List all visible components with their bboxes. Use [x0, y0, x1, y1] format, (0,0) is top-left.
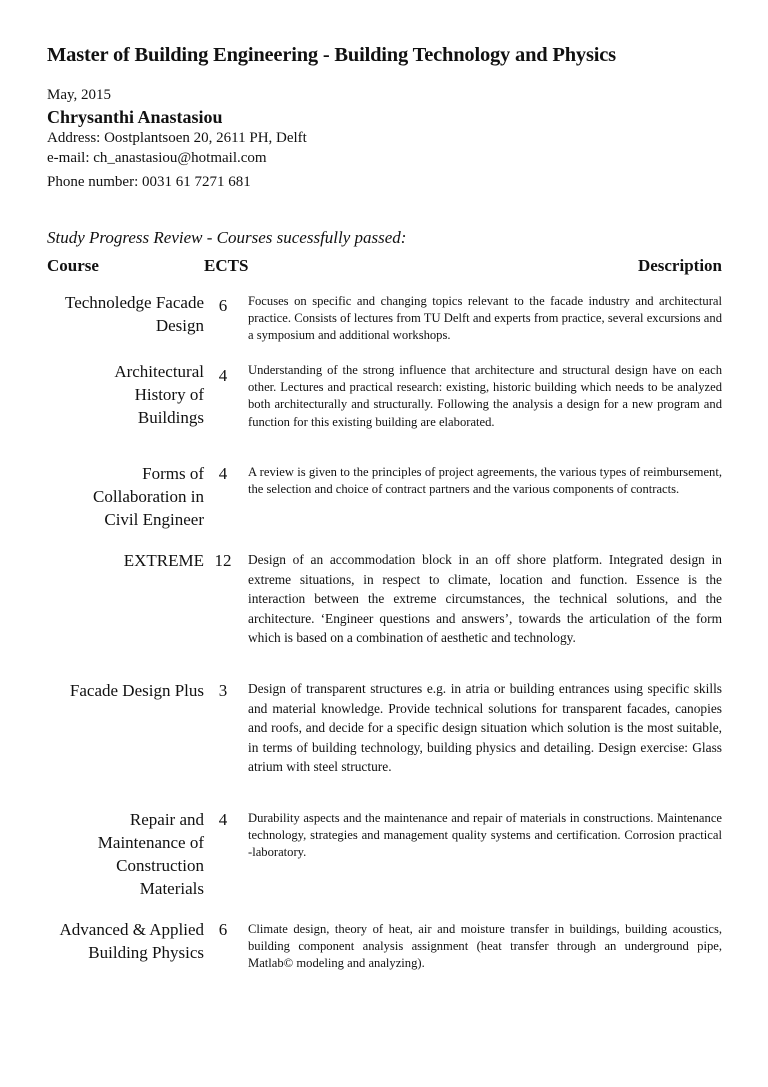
course-ects: 4 [218, 810, 228, 829]
course-ects: 4 [218, 366, 228, 385]
course-ects: 6 [218, 296, 228, 315]
course-description: Design of transparent structures e.g. in atria or building entrances using specific skills and material knowledge. Provide technical solutions for transparent facades, canopies and roofs, and decide for a specific design situation which solution is the most suitable, in terms of building technology, building physics and detailing. Design exercise: Glass atrium with steel structure. [248, 681, 722, 775]
column-header-ects: ECTS [204, 256, 249, 275]
course-ects: 12 [214, 551, 232, 570]
column-header-course: Course [47, 256, 99, 275]
course-name: Technoledge Facade Design [65, 293, 204, 335]
column-header-description: Description [637, 256, 722, 275]
course-name: Advanced & Applied Building Physics [59, 920, 204, 962]
course-description: Understanding of the strong influence that architecture and structural design have on each other. Lectures and practical research: existing, historic building which needs to be analyzed both architecturally and structurally. Following the analysis a design for a new program and function for this existing building are elaborated. [248, 363, 722, 429]
student-name: Chrysanthi Anastasiou [47, 107, 223, 127]
course-name: EXTREME [123, 551, 204, 570]
course-ects: 3 [218, 681, 228, 700]
course-name: Repair and Maintenance of Construction Materials [97, 810, 204, 898]
course-name: Forms of Collaboration in Civil Engineer [93, 464, 204, 529]
course-description: Durability aspects and the maintenance and repair of materials in constructions. Maintenance technology, strategies and management quality systems and certification. Corrosion practical -laboratory. [248, 811, 722, 860]
course-description: A review is given to the principles of project agreements, the various types of reimbursement, the selection and choice of contract partners and the various components of contracts. [248, 465, 722, 497]
document-title: Master of Building Engineering - Building Technology and Physics [47, 44, 616, 66]
student-email: e-mail: ch_anastasiou@hotmail.com [47, 150, 267, 166]
course-name: Facade Design Plus [69, 681, 204, 700]
course-name: Architectural History of Buildings [114, 362, 204, 427]
document-date: May, 2015 [47, 87, 112, 103]
course-description: Design of an accommodation block in an off shore platform. Integrated design in extreme situations, in respect to climate, location and function. Essence is the interaction between the extreme circumstances, the technical solutions, and the architecture. ‘Engineer questions and answers’, towards the articulation of the form which is based on a combination of aesthetic and technology. [248, 552, 722, 646]
student-phone: Phone number: 0031 61 7271 681 [47, 174, 251, 190]
course-description: Climate design, theory of heat, air and moisture transfer in buildings, building acoustics, building component analysis assignment (heat transfer through an underground pipe, Matlab© modeling and analyzing). [248, 922, 722, 971]
course-ects: 6 [218, 920, 228, 939]
course-description: Focuses on specific and changing topics relevant to the facade industry and architectural practice. Consists of lectures from TU Delft and experts from practice, several excursions and a symposium and additional workshops. [248, 294, 722, 343]
course-ects: 4 [218, 464, 228, 483]
review-heading: Study Progress Review - Courses sucessfully passed: [47, 228, 407, 247]
student-address: Address: Oostplantsoen 20, 2611 PH, Delft [47, 130, 307, 146]
